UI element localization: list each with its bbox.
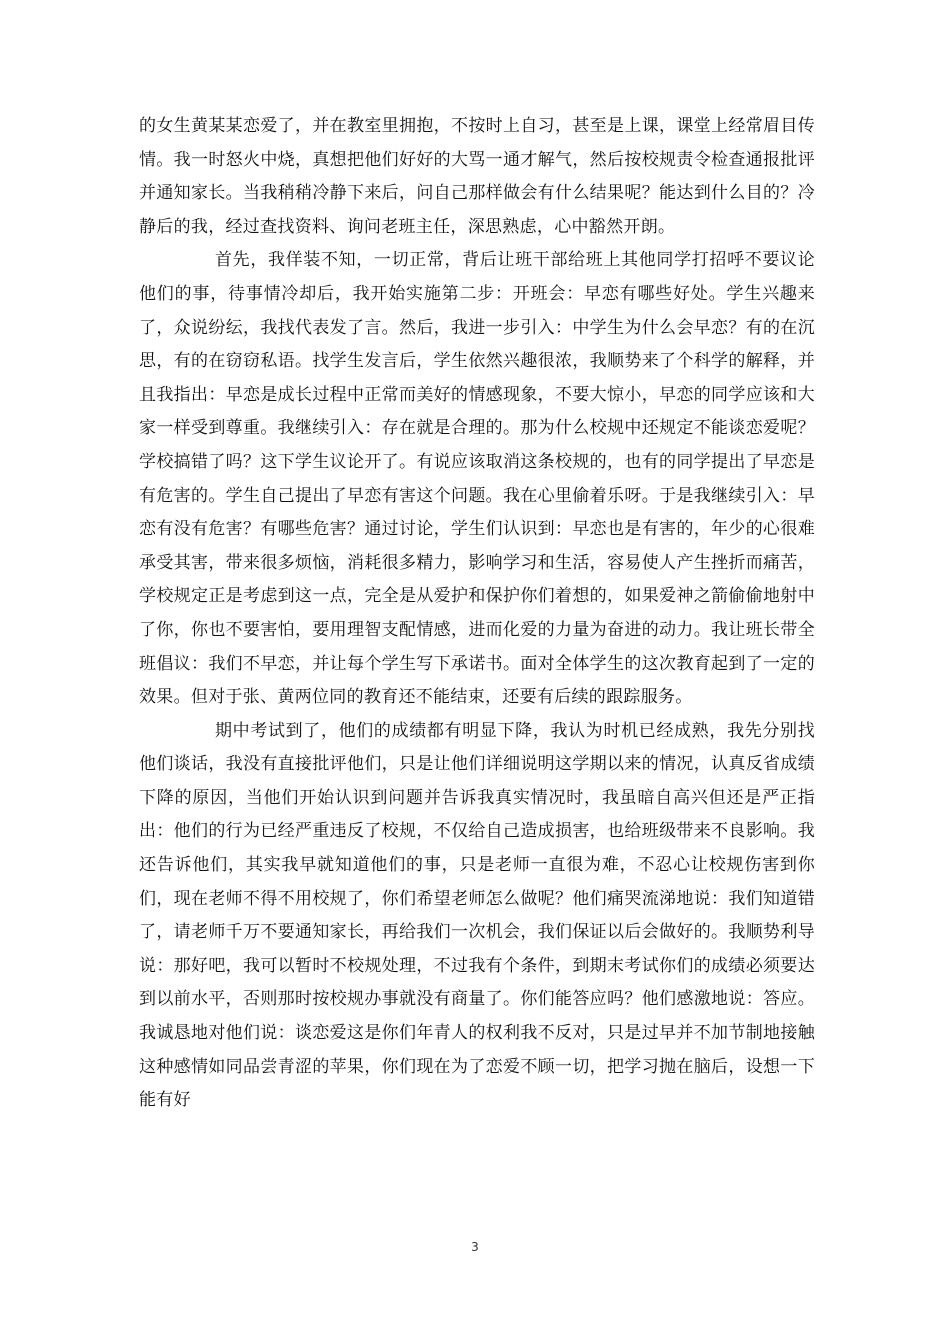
paragraph-1: 的女生黄某某恋爱了，并在教室里拥抱，不按时上自习，甚至是上课，课堂上经常眉目传情。我一时怒火中烧，真想把他们好好的大骂一通才解气，然后按校规责令检查通报批评并通知家长。当我稍稍冷静下来后，问自己那样做会有什么结果呢？能达到什么目的？冷静后的我，经过查找资料、询问老班主任，深思熟虑，心中豁然开朗。 [139,116,815,237]
document-body [139,110,815,1118]
paragraph-3: 期中考试到了，他们的成绩都有明显下降，我认为时机已经成熟，我先分别找他们谈话，我没有直接批评他们，只是让他们详细说明这学期以来的情况，认真反省成绩下降的原因，当他们开始认识到问题并告诉我真实情况时，我虽暗自高兴但还是严正指出：他们的行为已经严重违反了校规，不仅给自己造成损害，也给班级带来不良影响。我还告诉他们，其实我早就知道他们的事，只是老师一直很为难，不忍心让校规伤害到你们，现在老师不得不用校规了，你们希望老师怎么做呢？他们痛哭流涕地说：我们知道错了，请老师千万不要通知家长，再给我们一次机会，我们保证以后会做好的。我顺势利导说：那好吧，我可以暂时不校规处理，不过我有个条件，到期末考试你们的成绩必须要达到以前水平，否则那时按校规办事就没有商量了。你们能答应吗？他们感激地说：答应。我诚恳地对他们说：谈恋爱这是你们年青人的权利我不反对，只是过早并不加节制地接触这种感情如同品尝青涩的苹果，你们现在为了恋爱不顾一切，把学习抛在脑后，设想一下能有好 [139,720,815,1111]
paragraph-2: 首先，我佯装不知，一切正常，背后让班干部给班上其他同学打招呼不要议论他们的事，待事情冷却后，我开始实施第二步：开班会：早恋有哪些好处。学生兴趣来了，众说纷纭，我找代表发了言。然后，我进一步引入：中学生为什么会早恋？有的在沉思，有的在窃窃私语。找学生发言后，学生依然兴趣很浓，我顺势来了个科学的解释，并且我指出：早恋是成长过程中正常而美好的情感现象，不要大惊小，早恋的同学应该和大家一样受到尊重。我继续引入：存在就是合理的。那为什么校规中还规定不能谈恋爱呢？学校搞错了吗？这下学生议论开了。有说应该取消这条校规的，也有的同学提出了早恋是有危害的。学生自己提出了早恋有害这个问题。我在心里偷着乐呀。于是我继续引入：早恋有没有危害？有哪些危害？通过讨论，学生们认识到：早恋也是有害的，年少的心很难承受其害，带来很多烦恼，消耗很多精力，影响学习和生活，容易使人产生挫折而痛苦，学校规定正是考虑到这一点，完全是从爱护和保护你们着想的，如果爱神之箭偷偷地射中了你，你也不要害怕，要用理智支配情感，进而化爱的力量为奋进的动力。我让班长带全班倡议：我们不早恋，并让每个学生写下承诺书。面对全体学生的这次教育起到了一定的效果。但对于张、黄两位同的教育还不能结束，还要有后续的跟踪服务。 [139,250,815,708]
page-number: 3 [471,1240,479,1254]
